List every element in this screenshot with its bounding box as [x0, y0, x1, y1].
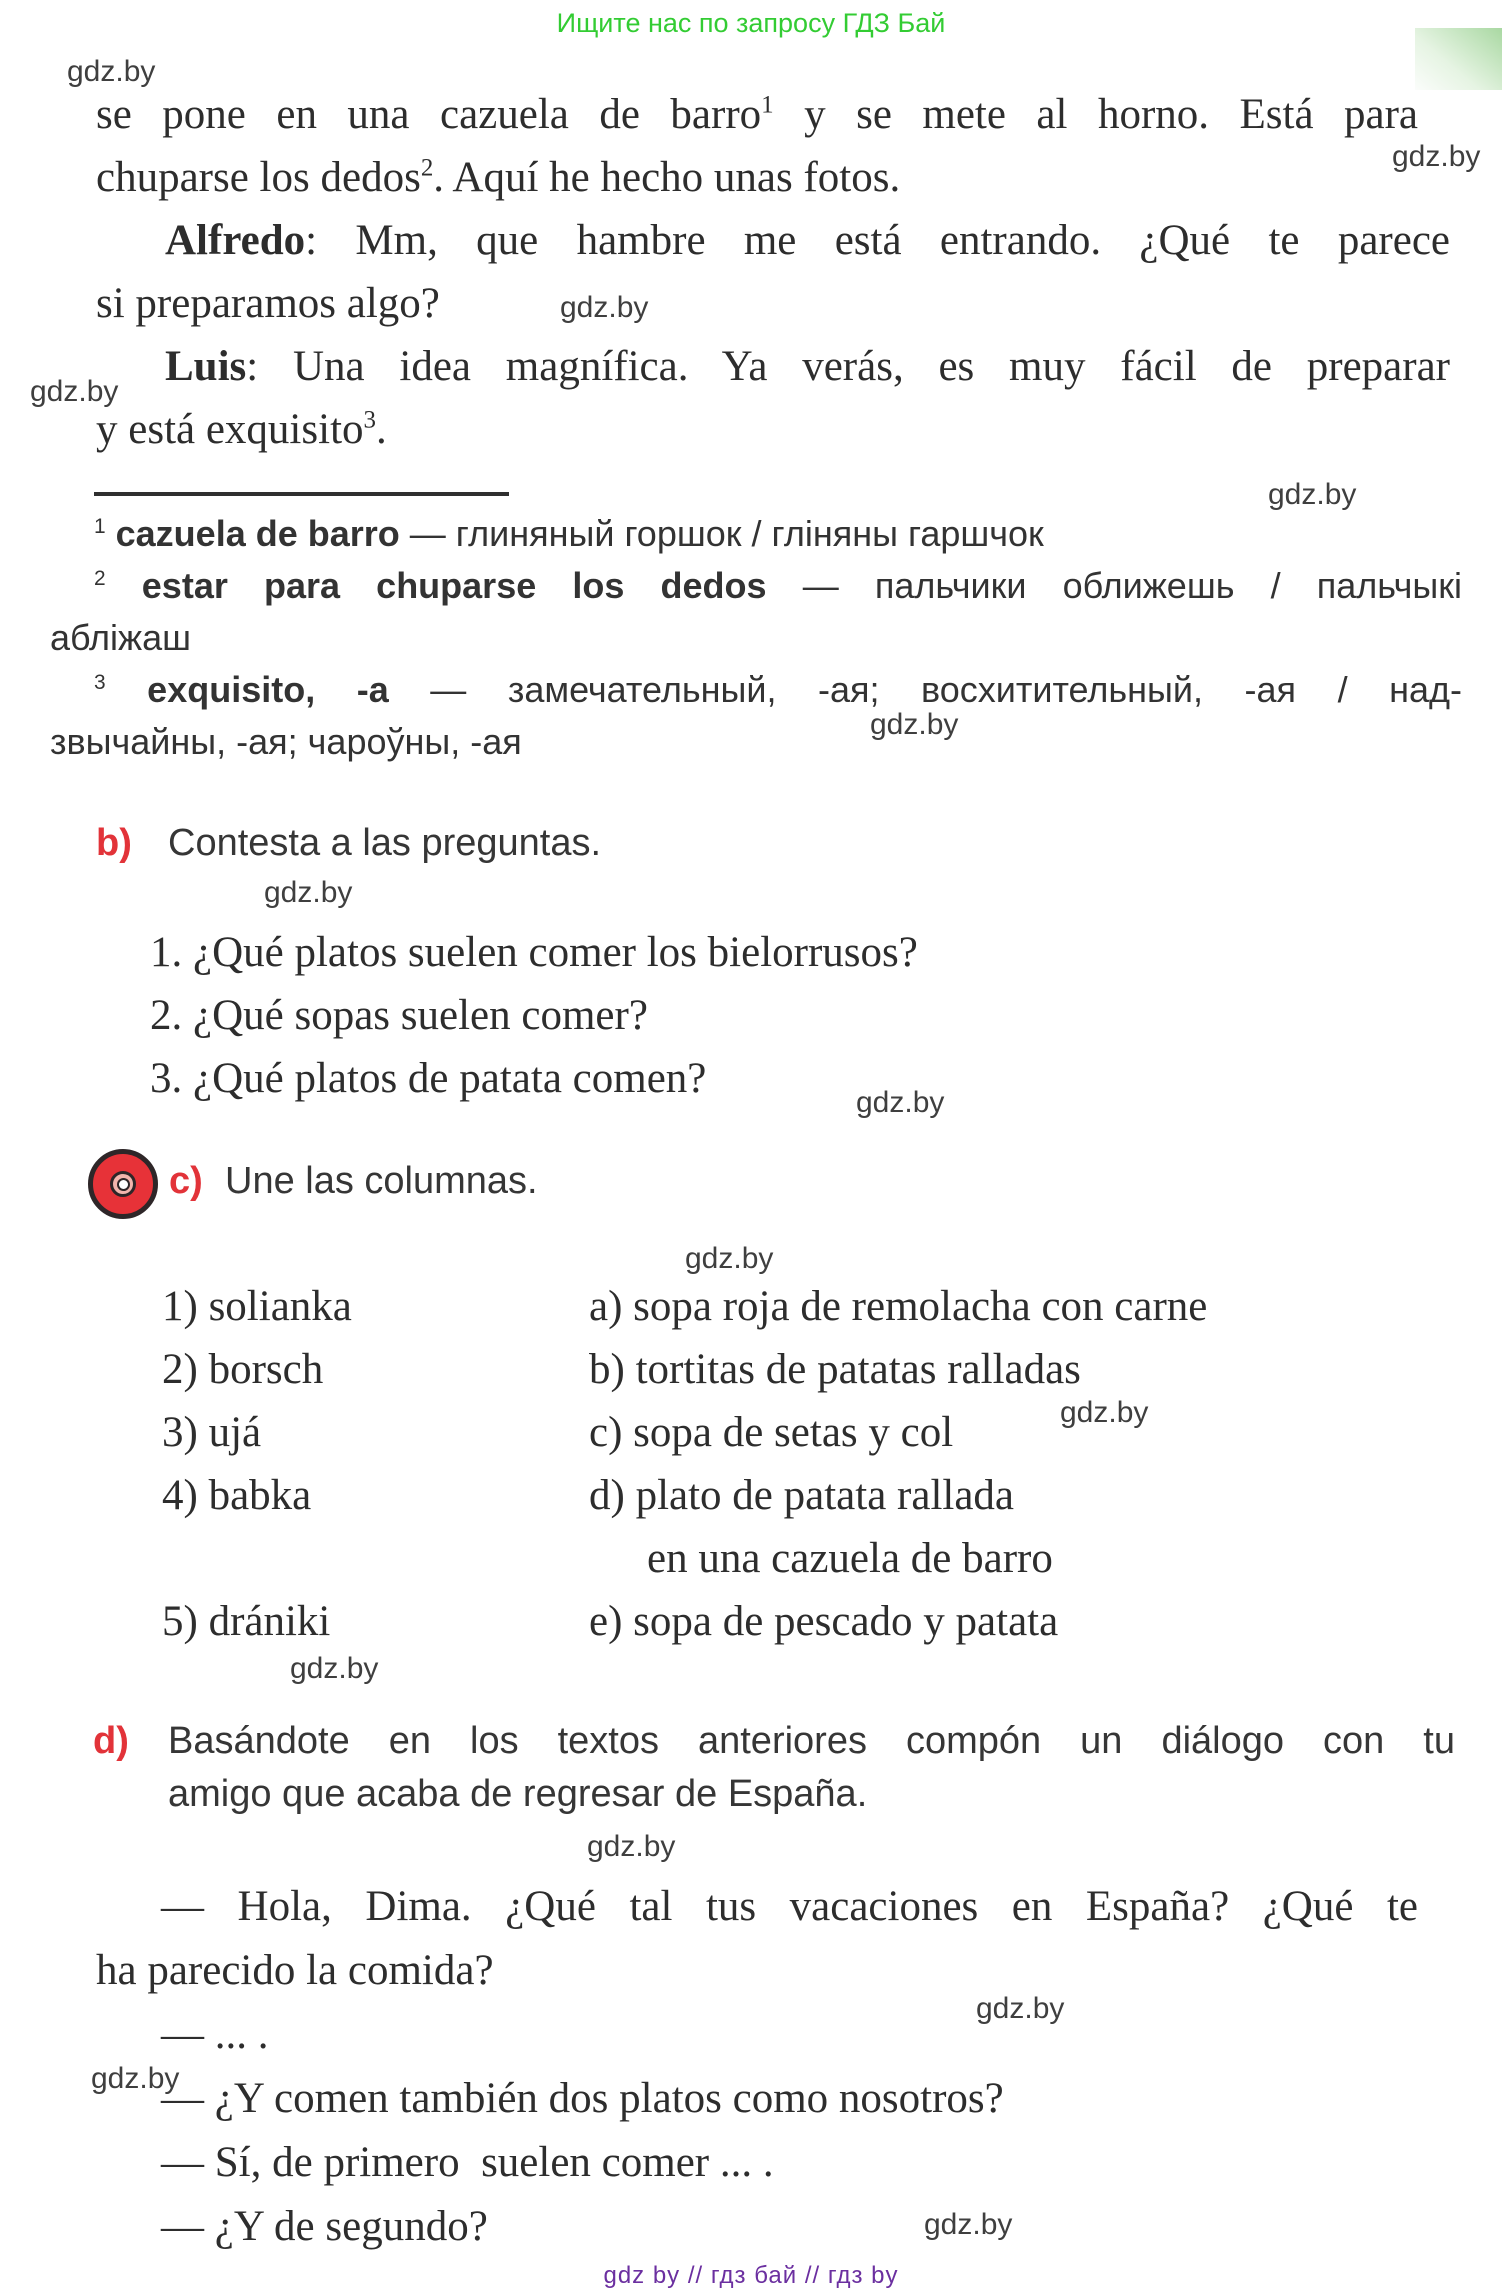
watermark-gdz: gdz.by [924, 2208, 1013, 2241]
question-1: 1. ¿Qué platos suelen comer los bielorrusos? [150, 929, 918, 976]
footnote-num: 1 [94, 515, 106, 538]
match-left-item: 4) babka [162, 1472, 312, 1519]
question-3: 3. ¿Qué platos de patata comen? [150, 1055, 707, 1102]
match-right-item: a) sopa roja de remolacha con carne [589, 1283, 1208, 1330]
match-left-item: 5) drániki [162, 1598, 331, 1645]
body-line [96, 153, 900, 203]
exercise-c-title: Une las columnas. [225, 1160, 538, 1202]
footnote-ref-3: 3 [363, 406, 376, 434]
body-text: chuparse los dedos [96, 154, 421, 201]
watermark-gdz: gdz.by [1268, 478, 1357, 511]
green-corner-box [1415, 28, 1502, 90]
watermark-gdz: gdz.by [67, 55, 156, 88]
footnote-separator [94, 492, 509, 496]
match-left-item: 3) ujá [162, 1409, 262, 1456]
watermark-gdz: gdz.by [870, 708, 959, 741]
watermark-gdz: gdz.by [1060, 1396, 1149, 1429]
footnote-term: estar para chuparse los dedos [141, 565, 767, 606]
watermark-gdz: gdz.by [91, 2062, 180, 2095]
exercise-c-label: c) [169, 1160, 203, 1202]
footnote-ref-1: 1 [761, 91, 774, 119]
speaker-name: Alfredo [165, 217, 306, 264]
match-right-item-continuation: en una cazuela de barro [647, 1535, 1053, 1582]
footnote-term: cazuela de barro [115, 513, 400, 554]
match-right-item: b) tortitas de patatas ralladas [589, 1346, 1081, 1393]
footnote-translation: — замечательный, -ая; восхитительный, -ая / над- [388, 669, 1462, 710]
match-right-item: e) sopa de pescado y patata [589, 1598, 1059, 1645]
dialogue-line: — Hola, Dima. ¿Qué tal tus vacaciones en España? ¿Qué te [161, 1883, 1418, 1930]
footnote [94, 512, 1044, 556]
speaker-name: Luis [165, 343, 247, 390]
watermark-gdz: gdz.by [560, 291, 649, 324]
watermark-gdz: gdz.by [587, 1830, 676, 1863]
body-text: y se mete al horno. Está para [773, 91, 1418, 138]
footnote-translation: — пальчики оближешь / пальчыкі [766, 565, 1462, 606]
match-left-item: 1) solianka [162, 1283, 352, 1330]
watermark-gdz: gdz.by [264, 876, 353, 909]
footnote-ref-2: 2 [420, 154, 434, 182]
footnote-term: exquisito, -a [147, 669, 389, 710]
footnote-num: 3 [94, 671, 106, 694]
exercise-d-label: d) [93, 1720, 129, 1762]
body-text: . [375, 406, 387, 453]
watermark-gdz: gdz.by [976, 1992, 1065, 2025]
body-text: : Mm, que hambre me está entrando. ¿Qué te parece [305, 217, 1450, 264]
dialogue-line: — ¿Y de segundo? [161, 2203, 488, 2250]
dialogue-line: — ¿Y comen también dos platos como nosotros? [161, 2075, 1004, 2122]
dialogue-line: — ... . [161, 2011, 269, 2058]
footnote [94, 564, 1462, 608]
watermark-gdz: gdz.by [1392, 140, 1481, 173]
body-line [96, 90, 1418, 140]
watermark-gdz: gdz.by [290, 1652, 379, 1685]
green-promo-text: Ищите нас по запросу ГДЗ Бай [556, 8, 946, 38]
footnote [94, 668, 1462, 712]
watermark-gdz: gdz.by [856, 1086, 945, 1119]
exercise-b-label: b) [96, 822, 132, 864]
question-2: 2. ¿Qué sopas suelen comer? [150, 992, 648, 1039]
footnote-continuation: звычайны, -ая; чароўны, -ая [50, 721, 522, 762]
footnote-continuation: абліжаш [50, 617, 192, 658]
watermark-gdz: gdz.by [30, 375, 119, 408]
exercise-d-text-line1: Basándote en los textos anteriores compón un diálogo con tu [168, 1720, 1455, 1762]
footnote-translation: — глиняный горшок / гліняны гаршчок [399, 513, 1044, 554]
body-text: . Aquí he hecho unas fotos. [433, 154, 901, 201]
footer-watermark: gdz by // гдз бай // гдз by [603, 2262, 899, 2289]
body-text: y está exquisito [96, 406, 364, 453]
cd-ring [110, 1171, 136, 1197]
footnote-num: 2 [94, 567, 106, 590]
cd-audio-icon [88, 1149, 158, 1219]
match-right-item: c) sopa de setas y col [589, 1409, 954, 1456]
dialogue-line: — Sí, de primero suelen comer ... . [161, 2139, 774, 2186]
body-text: : Una idea magnífica. Ya verás, es muy fácil de preparar [246, 343, 1450, 390]
body-line [165, 342, 1450, 392]
match-left-item: 2) borsch [162, 1346, 324, 1393]
watermark-gdz: gdz.by [685, 1242, 774, 1275]
match-right-item: d) plato de patata rallada [589, 1472, 1015, 1519]
body-text: se pone en una cazuela de barro [96, 91, 762, 138]
body-line [96, 405, 387, 455]
dialogue-line-continuation: ha parecido la comida? [96, 1947, 494, 1994]
body-line: si preparamos algo? [96, 280, 440, 327]
body-line [165, 216, 1450, 266]
cd-hole [117, 1178, 130, 1191]
exercise-b-title: Contesta a las preguntas. [168, 822, 602, 864]
exercise-d-text-line2: amigo que acaba de regresar de España. [168, 1773, 868, 1815]
